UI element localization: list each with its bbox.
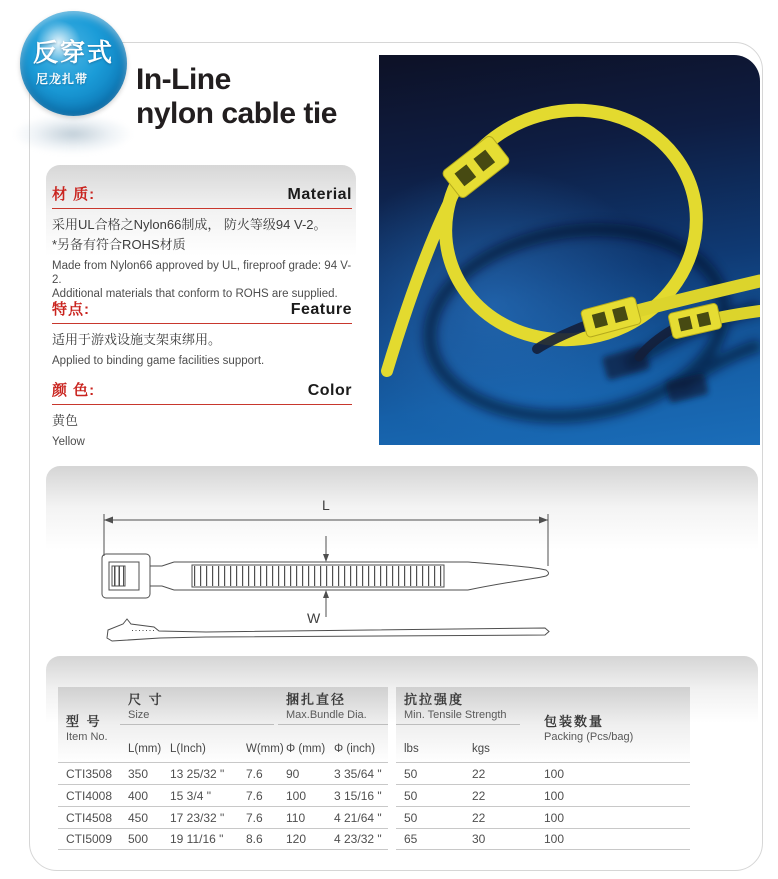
spec-table-right-body xyxy=(396,762,690,850)
page-title-line2: nylon cable tie xyxy=(136,97,337,131)
l-mm-cell: 500 xyxy=(128,832,149,846)
packing-cell: 100 xyxy=(544,766,565,781)
dia-mm-cell: 100 xyxy=(286,788,307,803)
l-mm-cell: 350 xyxy=(128,766,149,781)
feature-heading xyxy=(52,298,352,324)
kgs-cell: 30 xyxy=(472,832,486,846)
l-mm-cell: 450 xyxy=(128,810,149,825)
material-heading-zh: 材 质: xyxy=(52,186,96,203)
badge-reflection xyxy=(14,114,132,154)
table-row xyxy=(58,806,388,828)
l-mm-cell: 400 xyxy=(128,788,149,803)
section-feature xyxy=(52,298,352,368)
table-row xyxy=(396,828,690,850)
page-title-line1: In-Line xyxy=(136,63,231,96)
color-text-zh1: 黄色 xyxy=(52,413,79,428)
col-group-dia xyxy=(278,685,388,725)
col-l-inch: L(Inch) xyxy=(170,743,206,755)
kgs-cell: 22 xyxy=(472,766,486,781)
w-mm-cell: 7.6 xyxy=(246,766,263,781)
table-row xyxy=(58,784,388,806)
diagram-length-label: L xyxy=(322,497,330,513)
w-mm-cell: 7.6 xyxy=(246,810,263,825)
col-dia-mm: Φ (mm) xyxy=(286,743,326,755)
material-text-en2: Additional materials that conform to ROHS are supplied. xyxy=(52,288,338,301)
color-heading xyxy=(52,379,352,405)
spec-table-left-body xyxy=(58,762,388,850)
dia-mm-cell: 110 xyxy=(286,810,306,825)
l-inch-cell: 13 25/32 " xyxy=(170,766,225,781)
col-w-mm: W(mm) xyxy=(246,743,284,755)
dimension-diagram xyxy=(96,496,556,648)
col-size-en: Size xyxy=(128,709,150,721)
spec-table-left-header xyxy=(58,687,388,762)
kgs-cell: 22 xyxy=(472,810,486,825)
item-no-cell: CTI4508 xyxy=(66,810,113,825)
table-row xyxy=(396,784,690,806)
table-row xyxy=(58,762,388,784)
feature-heading-en: Feature xyxy=(290,301,352,318)
col-kgs: kgs xyxy=(472,743,490,755)
lbs-cell: 50 xyxy=(404,788,418,803)
feature-text-zh1: 适用于游戏设施支架束绑用。 xyxy=(52,332,222,347)
item-no-cell: CTI5009 xyxy=(66,832,113,846)
color-text-en1: Yellow xyxy=(52,436,85,449)
dia-mm-cell: 90 xyxy=(286,766,300,781)
col-packing xyxy=(536,707,690,743)
col-tensile-en: Min. Tensile Strength xyxy=(404,709,507,721)
l-inch-cell: 19 11/16 " xyxy=(170,832,224,846)
material-heading xyxy=(52,183,352,209)
col-dia-inch: Φ (inch) xyxy=(334,743,376,755)
page-title xyxy=(136,63,337,131)
material-text-zh2: *另备有符合ROHS材质 xyxy=(52,237,186,253)
dia-inch-cell: 4 23/32 " xyxy=(334,832,382,846)
w-mm-cell: 8.6 xyxy=(246,832,263,846)
material-text-zh1: 采用UL合格之Nylon66制成， 防火等级94 V-2。 xyxy=(52,217,327,232)
col-size-zh: 尺 寸 xyxy=(128,692,164,707)
color-heading-en: Color xyxy=(307,382,352,399)
diagram-width-label: W xyxy=(307,610,321,626)
w-mm-cell: 7.6 xyxy=(246,788,263,803)
item-no-cell: CTI4008 xyxy=(66,788,113,803)
section-color xyxy=(52,379,352,449)
col-dia-en: Max.Bundle Dia. xyxy=(286,709,367,721)
dia-inch-cell: 3 35/64 " xyxy=(334,766,382,781)
lbs-cell: 50 xyxy=(404,766,418,781)
spec-table-left xyxy=(58,687,388,857)
col-l-mm: L(mm) xyxy=(128,743,162,755)
badge-title: 反穿式 xyxy=(32,39,114,68)
dia-inch-cell: 4 21/64 " xyxy=(334,810,382,825)
feature-heading-zh: 特点: xyxy=(52,301,90,318)
table-row xyxy=(396,762,690,784)
kgs-cell: 22 xyxy=(472,788,486,803)
l-inch-cell: 17 23/32 " xyxy=(170,810,225,825)
table-row xyxy=(58,828,388,850)
material-heading-en: Material xyxy=(287,186,352,203)
col-item-zh: 型 号 xyxy=(66,713,102,729)
col-item-en: Item No. xyxy=(66,730,108,743)
col-packing-en: Packing (Pcs/bag) xyxy=(544,730,634,743)
item-no-cell: CTI3508 xyxy=(66,766,113,781)
cable-tie-photo-illustration xyxy=(379,55,760,445)
dia-mm-cell: 120 xyxy=(286,832,307,846)
lbs-cell: 65 xyxy=(404,832,418,846)
table-row xyxy=(396,806,690,828)
l-inch-cell: 15 3/4 " xyxy=(170,788,211,803)
section-material xyxy=(52,183,352,301)
col-tensile-zh: 抗拉强度 xyxy=(404,692,465,707)
dia-inch-cell: 3 15/16 " xyxy=(334,788,382,803)
col-group-size xyxy=(120,685,274,725)
col-group-tensile xyxy=(396,685,520,725)
spec-table-right xyxy=(396,687,690,857)
col-item xyxy=(58,707,120,743)
product-photo xyxy=(379,55,760,445)
packing-cell: 100 xyxy=(544,810,565,825)
packing-cell: 100 xyxy=(544,788,565,803)
badge-subtitle: 尼龙扎带 xyxy=(36,71,89,86)
color-heading-zh: 颜 色: xyxy=(52,382,96,399)
col-lbs: lbs xyxy=(404,743,419,755)
feature-text-en1: Applied to binding game facilities support. xyxy=(52,355,265,368)
badge xyxy=(20,11,127,116)
col-packing-zh: 包装数量 xyxy=(544,713,605,729)
col-dia-zh: 捆扎直径 xyxy=(286,692,347,707)
packing-cell: 100 xyxy=(544,832,565,846)
material-text-en1: Made from Nylon66 approved by UL, fireproof grade: 94 V-2. xyxy=(52,260,352,287)
spec-table-right-header xyxy=(396,687,690,762)
lbs-cell: 50 xyxy=(404,810,418,825)
